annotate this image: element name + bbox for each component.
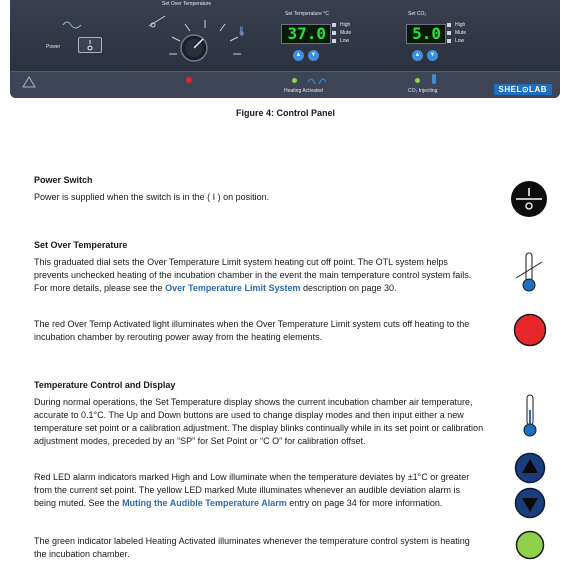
- wave-icon: [62, 18, 82, 30]
- co2-led-mute: [447, 31, 451, 35]
- thermometer-icon: [520, 392, 540, 438]
- co2-led-high: [447, 23, 451, 27]
- set-over-temperature-paragraph-1: [34, 256, 484, 295]
- section-title-power-switch: Power Switch: [34, 175, 93, 185]
- panel-over-temp-led: [186, 77, 192, 83]
- warning-icon: [22, 76, 36, 88]
- over-temp-activated-light-icon: [513, 313, 547, 347]
- svg-text:🌡: 🌡: [236, 27, 248, 37]
- co2-led-low-label: Low: [455, 38, 465, 44]
- panel-co2-icon: [430, 73, 438, 85]
- section-title-set-over-temperature: Set Over Temperature: [34, 240, 128, 250]
- set-over-temperature-icon: [514, 250, 544, 294]
- led-high: [332, 23, 336, 27]
- panel-co2-led: [415, 78, 420, 83]
- otl-system-link[interactable]: Over Temperature Limit System: [165, 283, 301, 293]
- heating-activated-indicator-icon: [515, 530, 545, 560]
- dial-thermometer-icon: [147, 14, 167, 30]
- co2-display: 5.0: [406, 24, 446, 44]
- co2-led-low: [447, 39, 451, 43]
- up-arrow-button-icon: [514, 452, 546, 484]
- power-switch-paragraph: Power is supplied when the switch is in the ( I ) on position.: [34, 192, 270, 202]
- co2-up-button[interactable]: ▲: [412, 50, 423, 61]
- panel-heating-led: [292, 78, 297, 83]
- brand-logo: SHEL⊙LAB: [494, 84, 552, 95]
- panel-power-switch-icon: [79, 38, 101, 52]
- otl-text-before: This graduated dial sets the Over Temperature Limit system heating cut off point. The OTL system helps prevents unchecked heating of the incubation chamber in the event the main temperature control system fails. For more details, please see the: [34, 257, 472, 293]
- panel-power-switch[interactable]: [78, 37, 102, 53]
- set-over-temperature-paragraph-2: The red Over Temp Activated light illuminates when the Over Temperature Limit system cuts off heating to the incubation chamber by rerouting power away from the heating elements.: [34, 319, 470, 342]
- panel-heating-label: Heating Activated: [284, 88, 323, 94]
- panel-power-label: Power: [46, 44, 61, 50]
- co2-led-mute-label: Mute: [455, 30, 467, 36]
- temperature-control-paragraph-1: During normal operations, the Set Temperature display shows the current incubation chamber air temperature, accurate to 0.1°C. The Up and Down buttons are used to change display modes and then input either a new temperature set point or a calibration adjustment. The display blinks continually while in its set point or calibration adjustment modes, preceded by an “SP” for Set Point or “C O” for calibration offset.: [34, 397, 484, 446]
- control-panel-image: [10, 0, 560, 98]
- section-title-temperature-control: Temperature Control and Display: [34, 380, 176, 390]
- led-mute: [332, 31, 336, 35]
- otl-text-after: description on page 30.: [300, 283, 397, 293]
- led-mute-label: Mute: [340, 30, 352, 36]
- co2-down-button[interactable]: ▼: [427, 50, 438, 61]
- panel-heating-icon: [306, 74, 326, 84]
- panel-set-temperature-label: Set Temperature °C: [285, 11, 329, 17]
- alarm-text-before: Red LED alarm indicators marked High and Low illuminate when the temperature deviates by ±1°C or greater from the current set point. The yellow LED marked Mute illuminates whenever an audible deviation alarm is being muted. See the: [34, 472, 470, 508]
- alarm-text-after: entry on page 34 for more information.: [286, 498, 443, 508]
- led-high-label: High: [340, 22, 351, 28]
- figure-caption: Figure 4: Control Panel: [235, 108, 335, 118]
- temperature-control-paragraph-2: [34, 471, 484, 510]
- temperature-display: 37.0: [281, 24, 331, 44]
- co2-led-high-label: High: [455, 22, 466, 28]
- power-switch-icon: [510, 180, 548, 218]
- panel-set-co2-label: Set CO₂: [408, 11, 427, 17]
- temperature-control-paragraph-3: The green indicator labeled Heating Activated illuminates whenever the temperature control system is heating the incubation chamber.: [34, 536, 470, 559]
- led-low: [332, 39, 336, 43]
- down-arrow-button-icon: [514, 487, 546, 519]
- panel-down-button[interactable]: ▼: [308, 50, 319, 61]
- panel-up-button[interactable]: ▲: [293, 50, 304, 61]
- panel-co2-label: CO₂ Injecting: [408, 88, 438, 94]
- panel-set-over-temperature-label: Set Over Temperature: [162, 1, 212, 7]
- led-low-label: Low: [340, 38, 350, 44]
- muting-alarm-link[interactable]: Muting the Audible Temperature Alarm: [122, 498, 287, 508]
